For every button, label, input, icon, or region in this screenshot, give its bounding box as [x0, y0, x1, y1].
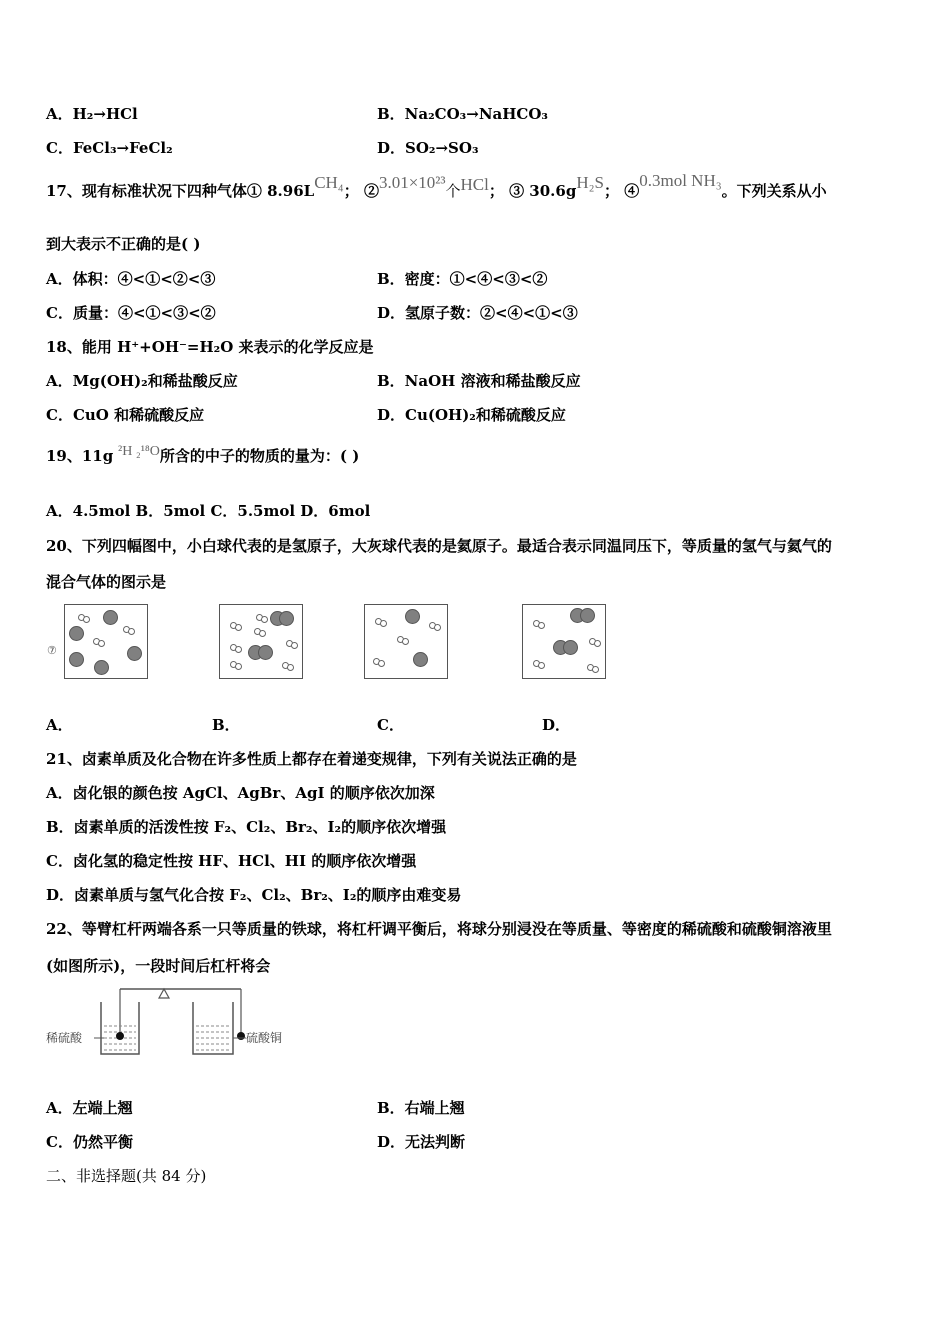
- q17-stem: [46, 171, 827, 201]
- helium-atom: [94, 660, 109, 675]
- label-dilute-sulfuric: 稀硫酸: [46, 1031, 83, 1045]
- helium-atom: [413, 652, 428, 667]
- q17-stem-cont: 到大表示不正确的是( ): [46, 235, 201, 253]
- section-2-heading: 二、非选择题(共 84 分): [46, 1167, 207, 1185]
- q22-option-d: D．无法判断: [377, 1133, 466, 1151]
- helium-atom: [563, 640, 578, 655]
- q21-option-a: A．卤化银的颜色按 AgCl、AgBr、AgI 的顺序依次加深: [46, 784, 435, 802]
- q19-options: A．4.5mol B．5mol C．5.5mol D．6mol: [46, 502, 371, 520]
- q16-option-d: D．SO₂→SO₃: [377, 139, 479, 157]
- q20-figure-a: [64, 604, 148, 679]
- q21-option-c: C．卤化氢的稳定性按 HF、HCl、HI 的顺序依次增强: [46, 852, 417, 870]
- q17-h2s: H₂S: [576, 173, 604, 192]
- q22-option-a: A．左端上翘: [46, 1099, 133, 1117]
- q19-stem: [46, 445, 359, 466]
- q18-option-d: D．Cu(OH)₂和稀硫酸反应: [377, 406, 566, 424]
- label-copper-sulfate: 硫酸铜: [246, 1031, 283, 1045]
- q22-option-b: B．右端上翘: [377, 1099, 465, 1117]
- q17-ch4: CH₄: [314, 173, 344, 192]
- q17-stem-4: ； ③ 30.6g: [488, 182, 577, 200]
- q20-figure-c: [364, 604, 448, 679]
- iron-ball-right: [237, 1032, 245, 1040]
- q16-option-b: B．Na₂CO₃→NaHCO₃: [377, 105, 548, 123]
- q21-option-b: B．卤素单质的活泼性按 F₂、Cl₂、Br₂、I₂的顺序依次增强: [46, 818, 447, 836]
- q17-stem-2: ； ②: [343, 182, 379, 200]
- q17-stem-1: 17、现有标准状况下四种气体① 8.96L: [46, 182, 315, 200]
- q16-option-c: C．FeCl₃→FeCl₂: [46, 139, 173, 157]
- q19-stem-1: 19、11g: [46, 447, 114, 465]
- q17-nh3: 0.3mol NH₃: [639, 171, 722, 190]
- q17-stem-5: ； ④: [604, 182, 640, 200]
- q22-stem: 22、等臂杠杆两端各系一只等质量的铁球，将杠杆调平衡后，将球分别浸没在等质量、等密度的稀硫酸和硫酸铜溶液里: [46, 920, 832, 938]
- q17-option-d: D．氢原子数：②<④<①<③: [377, 304, 578, 322]
- q17-hcl: HCl: [460, 175, 489, 194]
- q22-option-c: C．仍然平衡: [46, 1133, 133, 1151]
- q21-option-d: D．卤素单质与氢气化合按 F₂、Cl₂、Br₂、I₂的顺序由难变易: [46, 886, 462, 904]
- stray-mark: ⑦: [47, 644, 57, 657]
- q17-stem-6: 。下列关系从小: [721, 182, 827, 200]
- q17-option-c: C．质量：④<①<③<②: [46, 304, 216, 322]
- q21-stem: 21、卤素单质及化合物在许多性质上都存在着递变规律，下列有关说法正确的是: [46, 750, 577, 768]
- q20-figure-d: [522, 604, 606, 679]
- q17-stem-3: 个: [445, 182, 461, 200]
- q18-stem: 18、能用 H⁺+OH⁻=H₂O 来表示的化学反应是: [46, 338, 374, 356]
- q18-option-b: B．NaOH 溶液和稀盐酸反应: [377, 372, 581, 390]
- q18-option-c: C．CuO 和稀硫酸反应: [46, 406, 205, 424]
- q17-301: 3.01×10²³: [378, 173, 446, 192]
- helium-atom: [69, 652, 84, 667]
- helium-atom: [279, 611, 294, 626]
- q17-option-a: A．体积：④<①<②<③: [46, 270, 216, 288]
- q20-label-c: C．: [377, 716, 404, 734]
- q20-label-b: B．: [212, 716, 240, 734]
- q18-option-a: A．Mg(OH)₂和稀盐酸反应: [46, 372, 238, 390]
- q20-stem-cont: 混合气体的图示是: [46, 573, 167, 591]
- helium-atom: [103, 610, 118, 625]
- q22-lever-diagram: [46, 984, 296, 1064]
- q16-option-a: A．H₂→HCl: [46, 105, 138, 123]
- q20-figure-b: [219, 604, 303, 679]
- helium-atom: [580, 608, 595, 623]
- q19-formula: ²H ₂¹⁸O: [118, 444, 160, 459]
- q19-stem-2: 所含的中子的物质的量为：( ): [159, 447, 360, 465]
- helium-atom: [127, 646, 142, 661]
- q22-stem-cont: (如图所示)，一段时间后杠杆将会: [46, 957, 271, 975]
- q20-stem: 20、下列四幅图中，小白球代表的是氢原子，大灰球代表的是氦原子。最适合表示同温同压下，等质量的氢气与氦气的: [46, 537, 832, 555]
- helium-atom: [258, 645, 273, 660]
- iron-ball-left: [116, 1032, 124, 1040]
- q20-label-a: A．: [46, 716, 73, 734]
- q20-label-d: D．: [542, 716, 571, 734]
- q17-option-b: B．密度：①<④<③<②: [377, 270, 548, 288]
- helium-atom: [69, 626, 84, 641]
- helium-atom: [405, 609, 420, 624]
